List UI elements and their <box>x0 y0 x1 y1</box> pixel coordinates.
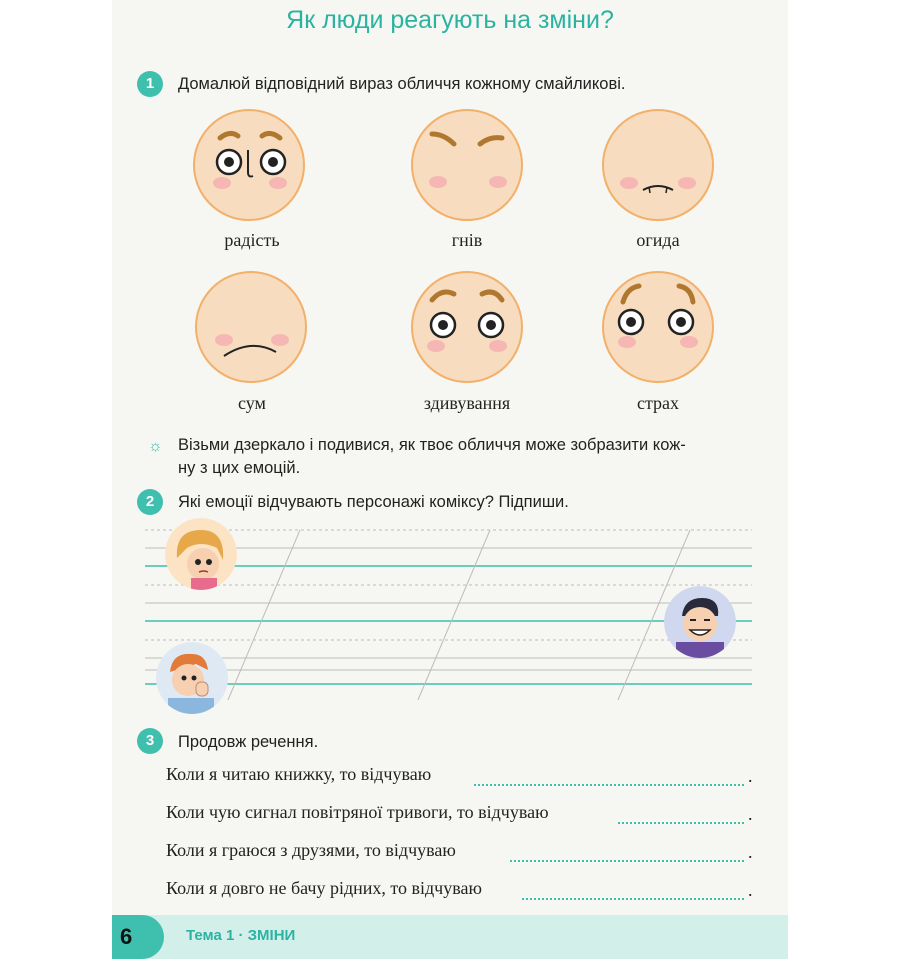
face-label-anger: гнів <box>451 230 483 250</box>
task-3-number: 3 <box>137 728 163 754</box>
answer-line-4[interactable] <box>522 898 744 900</box>
tip-line-1: Візьми дзеркало і подивися, як твоє обличчя може зобразити кож- <box>178 436 686 454</box>
comic-girl-avatar <box>165 518 237 590</box>
face-label-surprise: здивування <box>423 393 511 413</box>
sentence-4: Коли я довго не бачу рідних, то відчуваю <box>166 878 482 898</box>
comic-man-avatar <box>664 586 736 658</box>
sentence-2: Коли чую сигнал повітряної тривоги, то відчуваю <box>166 802 549 822</box>
task-2-text: Які емоції відчувають персонажі коміксу? Підпиши. <box>178 493 569 511</box>
answer-line-2[interactable] <box>618 822 744 824</box>
face-label-joy: радість <box>224 230 280 250</box>
task-1-number: 1 <box>137 71 163 97</box>
task-2-number: 2 <box>137 489 163 515</box>
answer-line-1[interactable] <box>474 784 744 786</box>
comic-boy-avatar <box>156 642 228 714</box>
task-3-text: Продовж речення. <box>178 733 319 751</box>
sentence-1-period: . <box>748 766 753 786</box>
face-label-disgust: огида <box>636 230 680 250</box>
sentence-3: Коли я граюся з друзями, то відчуваю <box>166 840 456 860</box>
answer-line-3[interactable] <box>510 860 744 862</box>
face-label-fear: страх <box>636 393 680 413</box>
topic-label: Тема 1 · ЗМІНИ <box>186 927 296 944</box>
sentence-4-period: . <box>748 880 753 900</box>
sentence-2-period: . <box>748 804 753 824</box>
page-number: 6 <box>112 915 164 959</box>
page-title: Як люди реагують на зміни? <box>286 6 614 34</box>
sentence-3-period: . <box>748 842 753 862</box>
tip-line-2: ну з цих емоцій. <box>178 459 301 477</box>
task-1-text: Домалюй відповідний вираз обличчя кожному смайликові. <box>178 75 626 93</box>
sun-icon: ☼ <box>148 438 163 455</box>
sentence-1: Коли я читаю книжку, то відчуваю <box>166 764 432 784</box>
face-label-sadness: сум <box>238 393 266 413</box>
